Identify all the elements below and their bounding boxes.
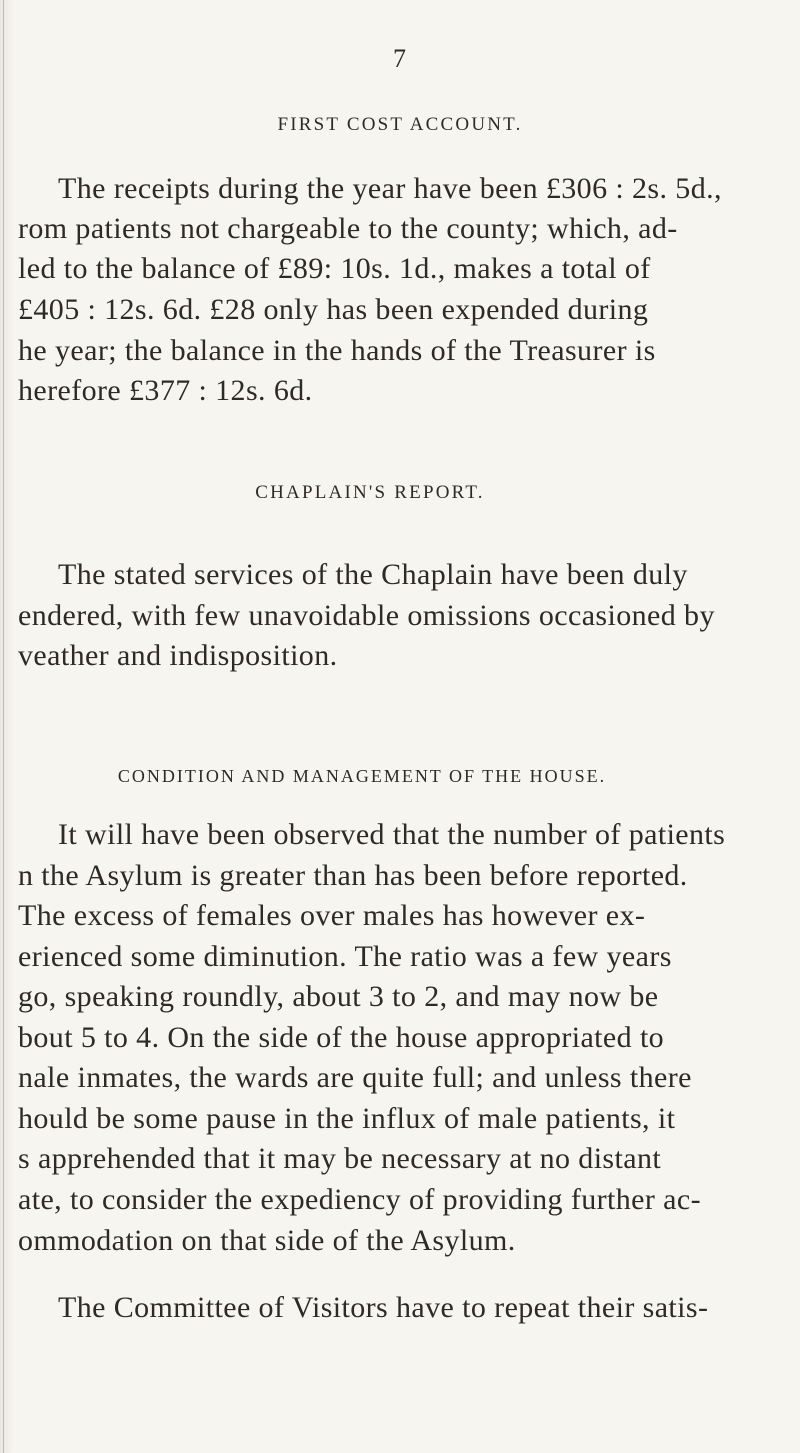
section-heading-condition-and-management: CONDITION AND MANAGEMENT OF THE HOUSE.: [117, 766, 607, 786]
text-line: n the Asylum is greater than has been before reported.: [18, 859, 688, 892]
binding-edge: [3, 0, 4, 1453]
text-line: veather and indisposition.: [18, 639, 338, 672]
text-line: The Committee of Visitors have to repeat their satis-: [58, 1291, 709, 1324]
section-heading-chaplains-report: CHAPLAIN'S REPORT.: [255, 482, 485, 503]
text-line: nale inmates, the wards are quite full; and unless there: [18, 1061, 692, 1094]
text-line: It will have been observed that the number of patients: [58, 818, 726, 851]
text-line: s apprehended that it may be necessary at no distant: [18, 1142, 662, 1175]
text-line: hould be some pause in the influx of male patients, it: [18, 1102, 676, 1135]
text-line: £405 : 12s. 6d. £28 only has been expended during: [18, 293, 649, 326]
text-line: go, speaking roundly, about 3 to 2, and may now be: [18, 980, 659, 1013]
text-line: The receipts during the year have been £306 : 2s. 5d.,: [58, 172, 722, 205]
text-line: led to the balance of £89: 10s. 1d., makes a total of: [18, 252, 651, 285]
text-line: herefore £377 : 12s. 6d.: [18, 374, 313, 407]
text-line: bout 5 to 4. On the side of the house appropriated to: [18, 1021, 665, 1054]
text-line: The stated services of the Chaplain have been duly: [58, 558, 688, 591]
text-line: rom patients not chargeable to the county; which, ad-: [18, 212, 678, 245]
text-line: endered, with few unavoidable omissions occasioned by: [18, 599, 715, 632]
text-line: The excess of females over males has however ex-: [18, 899, 646, 932]
text-line: ate, to consider the expediency of providing further ac-: [18, 1183, 701, 1216]
text-line: erienced some diminution. The ratio was a few years: [18, 940, 672, 973]
text-line: ommodation on that side of the Asylum.: [18, 1224, 516, 1257]
text-line: he year; the balance in the hands of the Treasurer is: [18, 334, 656, 367]
page-number: 7: [393, 44, 407, 73]
section-heading-first-cost-account: FIRST COST ACCOUNT.: [277, 114, 523, 135]
